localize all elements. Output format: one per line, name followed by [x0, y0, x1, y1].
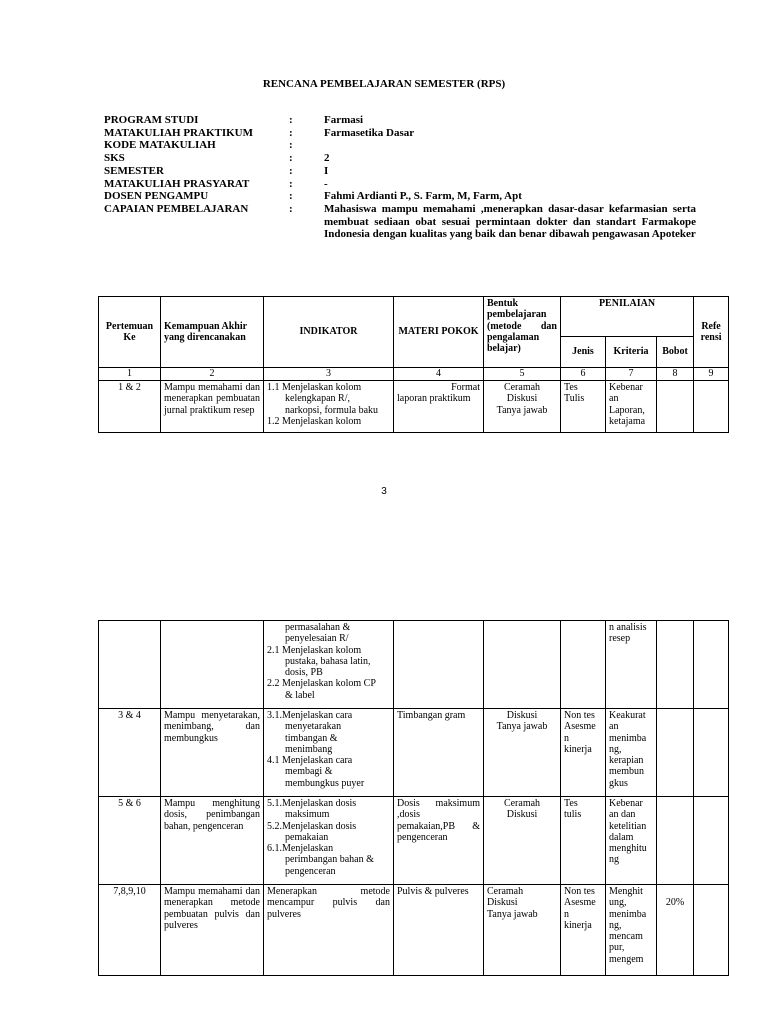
cell-referensi: [694, 709, 729, 797]
kriteria-line: gkus: [609, 777, 628, 789]
table-row: [99, 709, 729, 797]
cell-materi: Pulvis & pulveres: [394, 885, 484, 976]
header-materi: MATERI POKOK: [394, 297, 484, 368]
materi-line: laporan praktikum: [397, 393, 471, 405]
info-value: Mahasiswa mampu memahami ,menerapkan dasar-dasar kefarmasian serta membuat sediaan obat sesuai permintaan dokter dan standart Farmakope Indonesia dengan kualitas yang baik dan benar dibawah pengawasan Apoteker: [324, 202, 696, 241]
info-label: MATAKULIAH PRASYARAT: [104, 177, 250, 190]
cell-indikator: [264, 797, 394, 885]
indikator-line: 5.2.Menjelaskan dosis: [267, 820, 357, 832]
cell-bobot: 20%: [657, 885, 694, 976]
kriteria-line: an: [609, 721, 619, 733]
info-colon: :: [289, 139, 293, 152]
info-label: DOSEN PENGAMPU: [104, 190, 209, 203]
cell-materi: [394, 621, 484, 709]
bentuk-line: Diskusi: [506, 809, 538, 821]
bentuk-line: Ceramah: [487, 886, 524, 897]
info-label: SKS: [104, 152, 125, 165]
jenis-line: Tes: [564, 798, 578, 809]
info-colon: :: [289, 114, 293, 126]
cell-bobot: [657, 709, 694, 797]
cell-pertemuan: 5 & 6: [99, 797, 161, 885]
kriteria-line: Menghit: [609, 886, 643, 897]
course-info: [104, 114, 696, 241]
bentuk-line: Ceramah: [503, 798, 541, 809]
indikator-line: pustaka, bahasa latin,: [285, 655, 371, 667]
table-row: [99, 797, 729, 885]
kriteria-line: ng,: [609, 919, 622, 931]
jenis-line: Non tes: [564, 710, 595, 721]
info-label: KODE MATAKULIAH: [104, 139, 216, 152]
indikator-line: 1.2 Menjelaskan kolom: [267, 415, 362, 427]
info-row-sks: [104, 152, 696, 165]
indikator-line: 1.1 Menjelaskan kolom: [267, 382, 362, 393]
indikator-line: membagi &: [285, 766, 333, 778]
cell-materi: Timbangan gram: [394, 709, 484, 797]
kriteria-line: menimba: [609, 732, 647, 744]
indikator-line: & label: [285, 689, 315, 701]
info-colon: :: [289, 152, 293, 165]
indikator-line: narkopsi, formula baku: [285, 404, 379, 416]
cell-indikator: [264, 381, 394, 433]
kriteria-line: an dan: [609, 809, 636, 821]
info-value: Farmasi: [324, 114, 364, 126]
info-colon: :: [289, 126, 293, 139]
cell-jenis: [561, 621, 606, 709]
bentuk-line: Tanya jawab: [487, 908, 538, 920]
cell-indikator: Menerapkan metode mencampur pulvis dan pulveres: [264, 885, 394, 976]
kriteria-line: mencam: [609, 931, 643, 943]
indikator-line: permasalahan &: [285, 622, 351, 633]
kriteria-line: membun: [609, 766, 644, 778]
rps-table-top: [98, 296, 729, 433]
cell-bentuk: [484, 621, 561, 709]
kriteria-line: kerapian: [609, 755, 644, 767]
header-bentuk: Bentuk pembelajaran (metode dan pengalaman belajar): [484, 297, 561, 368]
kriteria-line: Kebenar: [609, 382, 643, 393]
table-row: [99, 885, 729, 976]
cell-pertemuan: 1 & 2: [99, 381, 161, 433]
header-referensi: Refe rensi: [694, 297, 729, 368]
cell-referensi: [694, 381, 729, 433]
info-label: CAPAIAN PEMBELAJARAN: [104, 202, 249, 215]
cell-materi: [394, 381, 484, 433]
header-jenis: Jenis: [561, 337, 606, 368]
info-row-kode: [104, 139, 696, 152]
jenis-line: Tulis: [564, 393, 585, 405]
bentuk-line: Tanya jawab: [496, 721, 548, 733]
column-number: 5: [484, 368, 561, 381]
indikator-line: perimbangan bahan &: [285, 854, 374, 866]
kriteria-line: ng,: [609, 743, 622, 755]
cell-referensi: [694, 621, 729, 709]
kriteria-line: resep: [609, 633, 631, 645]
bentuk-line: Ceramah: [503, 382, 541, 393]
indikator-line: 5.1.Menjelaskan dosis: [267, 798, 357, 809]
cell-jenis: [561, 709, 606, 797]
cell-indikator: [264, 621, 394, 709]
cell-bentuk: [484, 797, 561, 885]
cell-kemampuan: Mampu memahami dan menerapkan metode pembuatan pulvis dan pulveres: [161, 885, 264, 976]
jenis-line: Asesme: [564, 721, 596, 733]
cell-kriteria: [606, 709, 657, 797]
cell-kriteria: [606, 621, 657, 709]
kriteria-line: ketelitian: [609, 820, 647, 832]
cell-bobot: [657, 797, 694, 885]
indikator-line: pengenceran: [285, 865, 336, 877]
kriteria-line: dalam: [609, 831, 634, 843]
info-colon: :: [289, 177, 293, 190]
kriteria-line: n analisis: [609, 622, 647, 633]
column-number: 9: [694, 368, 729, 381]
cell-kriteria: [606, 885, 657, 976]
info-row-prasyarat: [104, 178, 696, 191]
jenis-line: kinerja: [564, 919, 592, 931]
bentuk-line: Tanya jawab: [496, 404, 548, 416]
info-value: I: [324, 164, 329, 177]
indikator-line: 3.1.Menjelaskan cara: [267, 710, 353, 721]
header-pertemuan: Pertemuan Ke: [99, 297, 161, 368]
header-kemampuan: Kemampuan Akhir yang direncanakan: [161, 297, 264, 368]
column-number: 6: [561, 368, 606, 381]
jenis-line: n: [564, 732, 569, 744]
header-indikator: INDIKATOR: [264, 297, 394, 368]
column-number: 4: [394, 368, 484, 381]
jenis-line: n: [564, 908, 569, 920]
cell-jenis: [561, 797, 606, 885]
rps-table-continued: [98, 620, 729, 976]
column-number: 1: [99, 368, 161, 381]
kriteria-line: Kebenar: [609, 798, 643, 809]
info-row-capaian: [104, 203, 696, 241]
indikator-line: penyelesaian R/: [285, 633, 349, 645]
cell-pertemuan: 7,8,9,10: [99, 885, 161, 976]
indikator-line: 6.1.Menjelaskan: [267, 843, 334, 855]
cell-bobot: [657, 621, 694, 709]
cell-referensi: [694, 797, 729, 885]
header-kriteria: Kriteria: [606, 337, 657, 368]
jenis-line: tulis: [564, 809, 582, 821]
cell-kriteria: [606, 797, 657, 885]
cell-kemampuan: Mampu menghitung dosis, penimbangan bahan, pengenceran: [161, 797, 264, 885]
indikator-line: kelengkapan R/,: [285, 393, 350, 405]
page-number: 3: [381, 486, 387, 497]
indikator-line: 2.1 Menjelaskan kolom: [267, 644, 362, 656]
info-row-program: [104, 114, 696, 127]
info-value: Farmasetika Dasar: [324, 126, 415, 139]
cell-kriteria: [606, 381, 657, 433]
cell-bentuk: [484, 381, 561, 433]
column-number: 3: [264, 368, 394, 381]
kriteria-line: menimba: [609, 908, 647, 920]
indikator-line: membungkus puyer: [285, 777, 365, 789]
kriteria-line: ung,: [609, 897, 627, 909]
info-colon: :: [289, 164, 293, 177]
cell-bentuk: [484, 709, 561, 797]
cell-jenis: [561, 885, 606, 976]
bentuk-line: Diskusi: [506, 710, 538, 721]
indikator-line: maksimum: [285, 809, 330, 821]
kriteria-line: Laporan,: [609, 404, 645, 416]
jenis-line: Tes: [564, 382, 578, 393]
info-value: -: [324, 177, 328, 190]
jenis-line: Non tes: [564, 886, 595, 897]
info-colon: :: [289, 190, 293, 203]
jenis-line: kinerja: [564, 743, 592, 755]
cell-kemampuan: [161, 621, 264, 709]
cell-pertemuan: [99, 621, 161, 709]
info-label: SEMESTER: [104, 164, 164, 177]
indikator-line: 4.1 Menjelaskan cara: [267, 755, 353, 767]
cell-kemampuan: Mampu memahami dan menerapkan pembuatan jurnal praktikum resep: [161, 381, 264, 433]
indikator-line: menimbang: [285, 743, 333, 755]
indikator-line: pemakaian: [285, 831, 329, 843]
kriteria-line: ketajama: [609, 415, 646, 427]
info-row-semester: [104, 165, 696, 178]
bentuk-line: Diskusi: [487, 897, 518, 909]
column-number: 8: [657, 368, 694, 381]
kriteria-line: pur,: [609, 942, 625, 954]
cell-materi: Dosis maksimum ,dosis pemakaian,PB & pengenceran: [394, 797, 484, 885]
materi-line: Format: [451, 382, 480, 393]
info-value: Fahmi Ardianti P., S. Farm, M, Farm, Apt: [324, 190, 522, 203]
cell-bentuk: [484, 885, 561, 976]
bentuk-line: Diskusi: [506, 393, 538, 405]
table-row: [99, 621, 729, 709]
info-row-dosen: [104, 190, 696, 203]
column-number: 7: [606, 368, 657, 381]
header-penilaian: PENILAIAN: [561, 297, 694, 337]
indikator-line: dosis, PB: [285, 667, 323, 679]
info-value: [324, 139, 696, 152]
info-row-matakuliah: [104, 127, 696, 140]
document-title: RENCANA PEMBELAJARAN SEMESTER (RPS): [262, 78, 506, 90]
kriteria-line: Keakurat: [609, 710, 646, 721]
kriteria-line: mengem: [609, 953, 644, 965]
indikator-line: 2.2 Menjelaskan kolom CP: [267, 678, 376, 690]
jenis-line: Asesme: [564, 897, 596, 909]
indikator-line: menyetarakan: [285, 721, 342, 733]
info-label: PROGRAM STUDI: [104, 114, 199, 126]
indikator-line: timbangan &: [285, 732, 338, 744]
table-row: [99, 381, 729, 433]
cell-bobot: [657, 381, 694, 433]
column-number: 2: [161, 368, 264, 381]
info-value: 2: [324, 152, 330, 165]
cell-pertemuan: 3 & 4: [99, 709, 161, 797]
info-label: MATAKULIAH PRAKTIKUM: [104, 126, 254, 139]
cell-indikator: [264, 709, 394, 797]
info-colon: :: [289, 202, 293, 215]
cell-kemampuan: Mampu menyetarakan, menimbang, dan membungkus: [161, 709, 264, 797]
cell-jenis: [561, 381, 606, 433]
kriteria-line: menghitu: [609, 843, 647, 855]
header-bobot: Bobot: [657, 337, 694, 368]
kriteria-line: ng: [609, 854, 619, 866]
kriteria-line: an: [609, 393, 619, 405]
cell-referensi: [694, 885, 729, 976]
